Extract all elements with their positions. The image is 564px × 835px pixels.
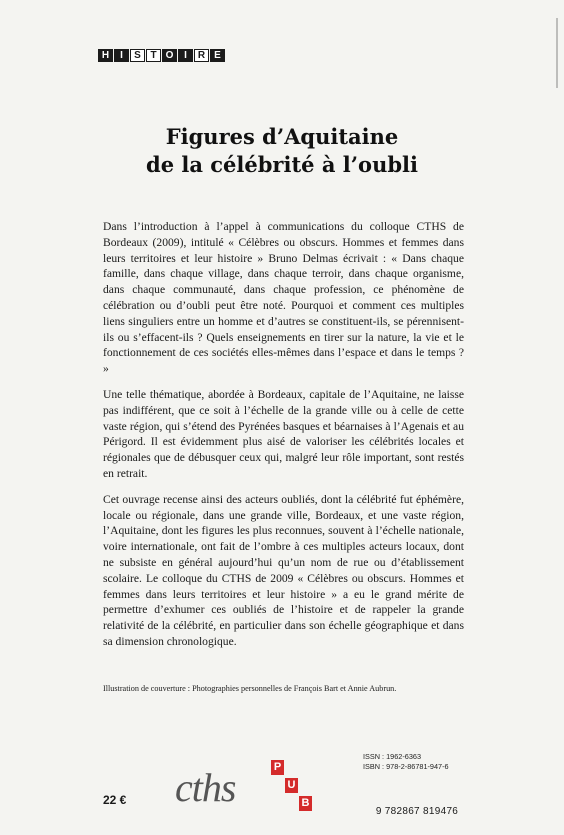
pub-logo — [271, 760, 311, 816]
book-title-line-2: de la célébrité à l’oubli — [146, 152, 418, 177]
series-letter: I — [178, 49, 193, 62]
series-letter: H — [98, 49, 113, 62]
book-title-line-1: Figures d’Aquitaine — [165, 124, 399, 149]
blurb-paragraph-3: Cet ouvrage recense ainsi des acteurs oubliés, dont la célébrité fut éphémère, locale ou régionale, dans une grande ville, Bordeaux, et une vaste région, l’Aquitaine, dont les figures les plus reconnues, souvent à l’échelle nationale, voire internationale, ont fait de l’ombre à ces multiples acteurs locaux, dont ne subsiste en général aujourd’hui qu’un nom de rue ou d’établissement scolaire. Le colloque du CTHS de 2009 « Célèbres ou obscurs. Hommes et femmes dans leurs territoires et leur histoire » a eu le grand mérite de permettre d’exhumer ces oubliés de l’histoire et de rappeler la grande relativité de la célébrité, en particulier dans son échelle géographique et dans sa dimension chronologique. — [103, 492, 464, 648]
blurb-paragraph-1: Dans l’introduction à l’appel à communications du colloque CTHS de Bordeaux (2009), intitulé « Célèbres ou obscurs. Hommes et femmes dans leurs territoires et leur histoire » Bruno Delmas écrivait : « Dans chaque famille, dans chaque village, dans chaque terroir, dans chaque organisme, dans chaque communauté, dans chaque profession, ce phénomène de célébration ou d’oubli peut être noté. Pourquoi et comment ces multiples liens singuliers entre un homme et d’autres se constituent-ils, se pérennisent-ils ou s’effacent-ils ? Quels enseignements en tirer sur la nature, la vie et le fonctionnement de ces sociétés elles-mêmes dans l’espace et dans le temps ? » — [103, 220, 464, 376]
series-letter: O — [162, 49, 177, 62]
cths-logo: cths — [175, 765, 236, 810]
pub-logo-letter-u: U — [285, 778, 298, 793]
series-letter: S — [130, 49, 145, 62]
series-letter: R — [194, 49, 209, 62]
isbn-block — [363, 752, 473, 772]
isbn-number: ISBN : 978-2-86781-947-6 — [363, 762, 449, 771]
price-label: 22 € — [103, 793, 127, 807]
blurb-paragraph-2: Une telle thématique, abordée à Bordeaux, capitale de l’Aquitaine, ne laisse pas indifférent, que ce soit à l’échelle de la grande ville ou à celle de cette vaste région, qui s’étend des Pyrénées basques et béarnaises à l’Agenais et au Périgord. Il est évidemment plus aisé de valoriser les célébrités locales et régionales que de débusquer ceux qui, malgré leur rôle important, sont restés en retrait. — [103, 387, 464, 480]
series-label-histoire — [98, 49, 225, 62]
series-letter: T — [146, 49, 161, 62]
pub-logo-letter-b: B — [299, 796, 312, 811]
blurb-text — [103, 219, 464, 660]
series-letter: I — [114, 49, 129, 62]
pub-logo-letter-p: P — [271, 760, 284, 775]
barcode-digits: 9 782867 819476 — [363, 806, 471, 818]
cover-illustration-credit: Illustration de couverture : Photographies personnelles de François Bart et Annie Aubrun. — [103, 684, 397, 693]
issn-number: ISSN : 1962-6363 — [363, 752, 422, 761]
series-letter: E — [210, 49, 225, 62]
cover-edge-line — [556, 18, 558, 88]
